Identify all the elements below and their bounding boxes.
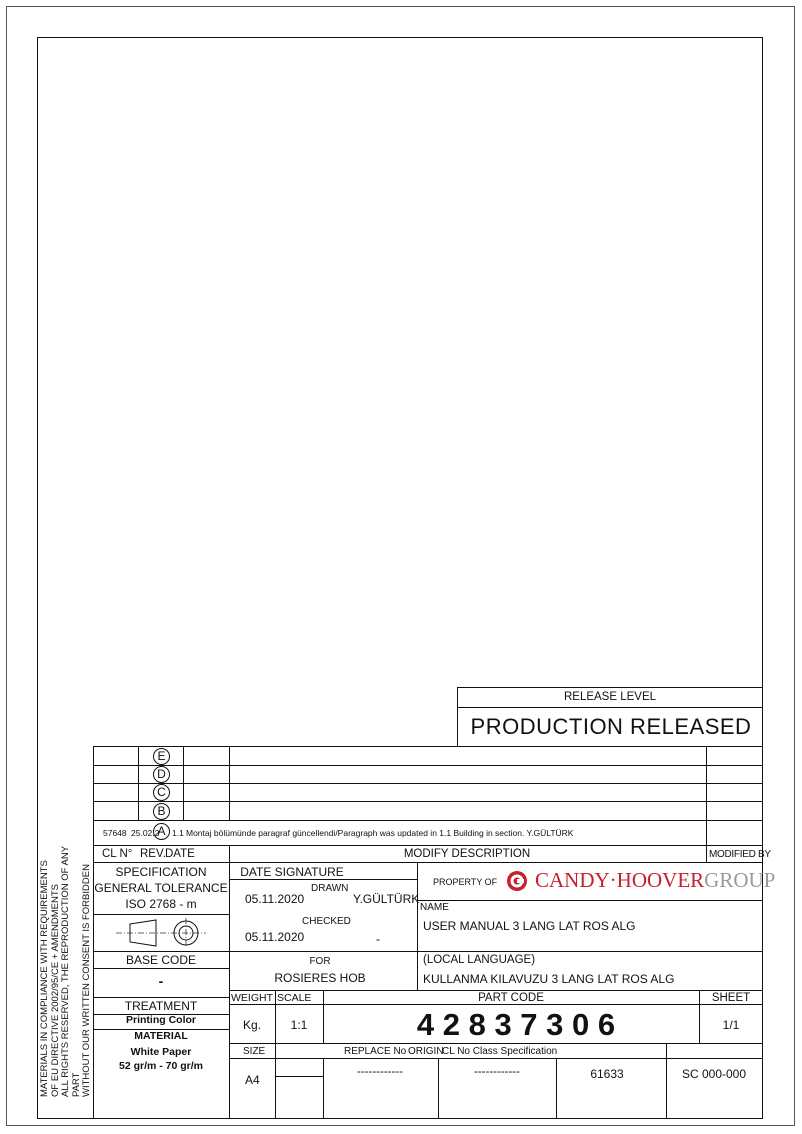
notice-line: MATERIALS IN COMPLIANCE WITH REQUIREMENTS — [39, 860, 50, 1097]
name-value: USER MANUAL 3 LANG LAT ROS ALG — [423, 919, 636, 933]
sheet-value: 1/1 — [722, 1018, 740, 1032]
base-code-label: BASE CODE — [125, 953, 197, 967]
revision-cl-number: 57648 — [103, 828, 127, 838]
for-value: ROSIERES HOB — [274, 971, 366, 985]
header-date: DATE — [165, 848, 195, 860]
revision-letter: D — [153, 766, 170, 783]
property-of-label: PROPERTY OF — [433, 877, 498, 887]
revision-letter: A — [153, 823, 170, 840]
revision-section: 1.1 — [172, 828, 184, 838]
projection-symbol-icon — [114, 917, 210, 949]
size-label: SIZE — [243, 1046, 266, 1057]
replace-value: ------------ — [357, 1066, 403, 1078]
replace-label: REPLACE No — [344, 1046, 407, 1057]
candy-hoover-logo-icon — [506, 870, 528, 892]
name-label: NAME — [420, 902, 449, 913]
tolerance-value: ISO 2768 - m — [125, 897, 197, 911]
scale-value: 1:1 — [290, 1018, 308, 1032]
part-code-number: 4 2 8 3 7 3 0 6 — [416, 1007, 616, 1042]
drawn-date: 05.11.2020 — [245, 892, 305, 906]
treatment-line: Printing Color — [126, 1014, 196, 1026]
drawn-label: DRAWN — [311, 883, 349, 894]
brand-group: GROUP — [704, 868, 776, 892]
notice-line: OF EU DIRECTIVE 2002/95/CE + AMENDMENTS — [49, 883, 61, 1097]
header-rev: REV. — [140, 848, 166, 860]
part-code-label: PART CODE — [478, 992, 544, 1004]
material-label: MATERIAL — [134, 1030, 188, 1042]
material-line: 52 gr/m - 70 gr/m — [118, 1060, 204, 1072]
release-level-value: PRODUCTION RELEASED — [470, 714, 752, 739]
local-language-value: KULLANMA KILAVUZU 3 LANG LAT ROS ALG — [423, 972, 675, 986]
for-label: FOR — [309, 956, 331, 967]
header-modify-description: MODIFY DESCRIPTION — [403, 848, 531, 860]
header-modified-by: MODIFIED BY — [709, 849, 771, 860]
drawn-by: Y.GÜLTÜRK — [353, 892, 420, 906]
notice-line: WITHOUT OUR WRITTEN CONSENT IS FORBIDDEN — [81, 864, 92, 1097]
release-level-label: RELEASE LEVEL — [563, 691, 657, 703]
treatment-label: TREATMENT — [124, 999, 198, 1013]
revision-letter: E — [153, 748, 170, 765]
scale-label: SCALE — [277, 992, 312, 1004]
weight-label: WEIGHT — [231, 992, 273, 1004]
material-line: White Paper — [130, 1046, 192, 1058]
date-signature-header: DATE SIGNATURE — [240, 865, 344, 879]
origin-value: ------------ — [474, 1066, 520, 1078]
tolerance-label: GENERAL TOLERANCE — [94, 881, 228, 895]
revision-letter: C — [153, 784, 170, 801]
cl-class-label: CL No Class Specification — [442, 1046, 558, 1057]
checked-by: - — [376, 932, 380, 946]
revision-date: 25.02.2 — [131, 828, 160, 838]
origin-label: ORIGIN — [408, 1046, 444, 1057]
revision-letter: B — [153, 803, 170, 820]
side-compliance-notice — [40, 827, 93, 1097]
sheet-label: SHEET — [711, 992, 751, 1004]
checked-date: 05.11.2020 — [245, 930, 305, 944]
specification-label: SPECIFICATION — [115, 865, 207, 879]
cl-value: 61633 — [590, 1067, 624, 1081]
notice-line: ALL RIGHTS RESERVED, THE REPRODUCTION OF ANY PART — [60, 846, 82, 1097]
brand-name: CANDY·HOOVER — [535, 868, 705, 892]
class-spec-value: SC 000-000 — [681, 1067, 747, 1081]
local-language-label: (LOCAL LANGUAGE) — [423, 954, 536, 966]
weight-unit: Kg. — [242, 1018, 262, 1032]
base-code-value: - — [158, 973, 164, 989]
revision-description: Montaj bölümünde paragraf güncellendi/Paragraph was updated in 1.1 Building in section. Y.GÜLTÜRK — [186, 828, 574, 838]
size-value: A4 — [245, 1073, 260, 1087]
checked-label: CHECKED — [302, 916, 351, 927]
header-cl-number: CL N° — [102, 848, 133, 860]
